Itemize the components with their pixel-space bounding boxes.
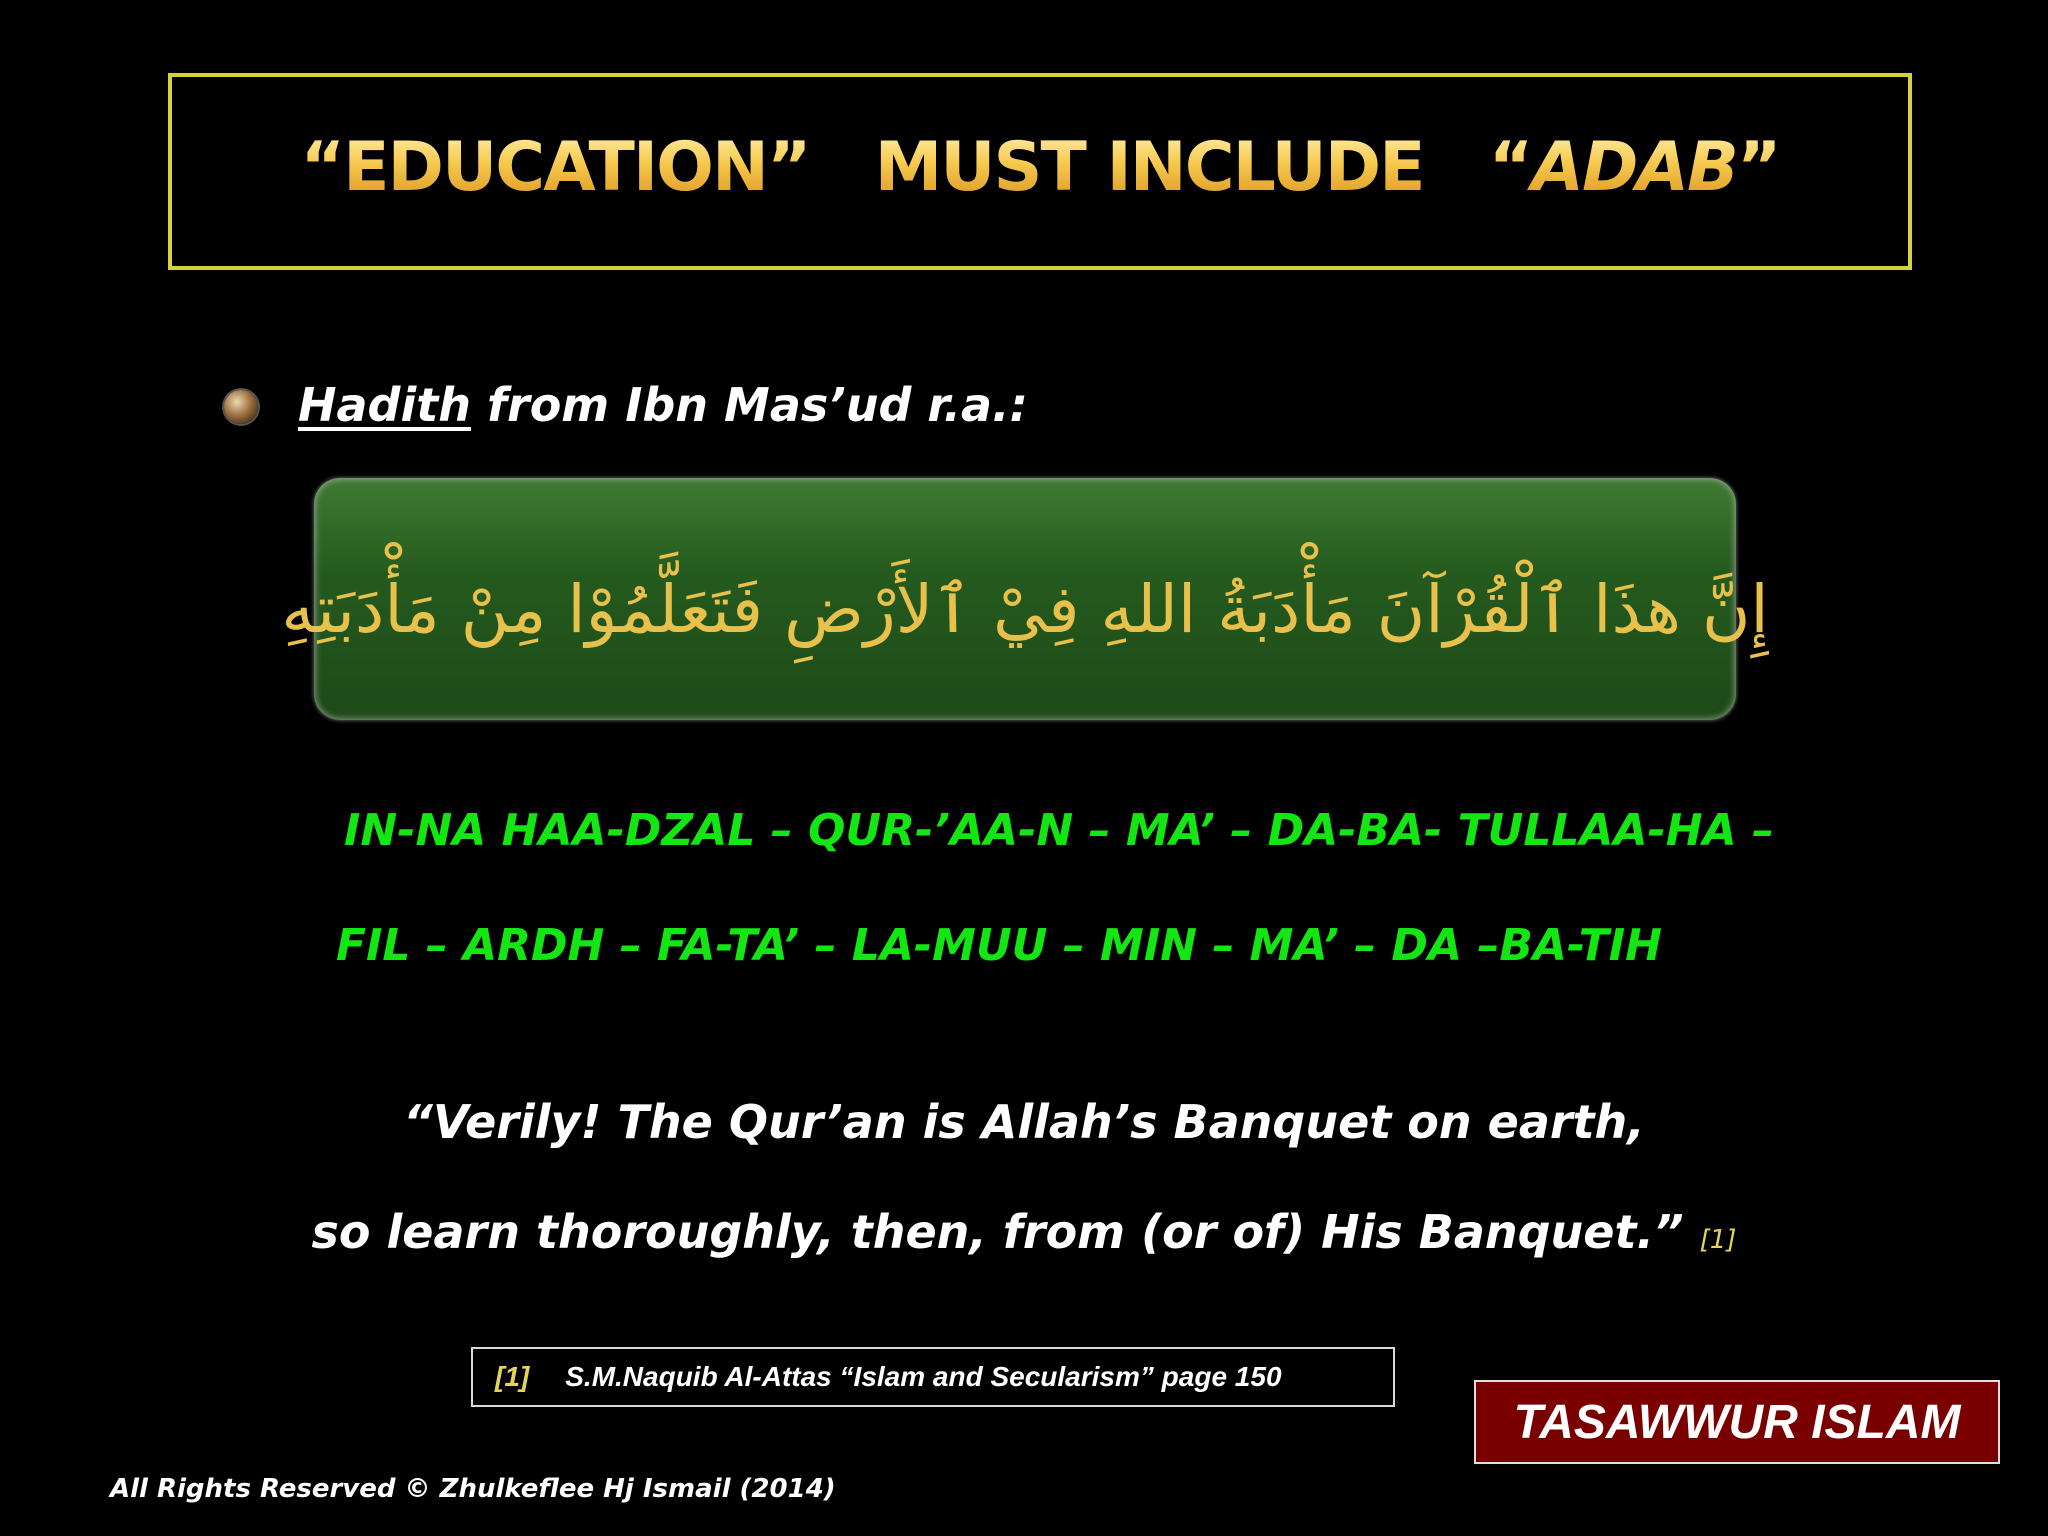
- citation-text: S.M.Naquib Al-Attas “Islam and Secularism” page 150: [565, 1361, 1282, 1392]
- translation-line-1: “Verily! The Qur’an is Allah’s Banquet on earth,: [403, 1095, 1645, 1149]
- slide-title: [300, 128, 1779, 207]
- title-adab: ADAB: [1531, 128, 1737, 207]
- title-close-quote: ”: [1736, 128, 1780, 207]
- transliteration-line-1: IN-NA HAA-DZAL – QUR-’AA-N – MA’ – DA-BA- TULLAA-HA –: [344, 805, 1774, 856]
- translation-line-2-text: so learn thoroughly, then, from (or of) His Banquet.”: [311, 1205, 1684, 1259]
- copyright-notice: All Rights Reserved © Zhulkeflee Hj Ismail (2014): [110, 1474, 836, 1504]
- title-box: [168, 73, 1912, 270]
- brand-badge: TASAWWUR ISLAM: [1474, 1380, 2000, 1464]
- hadith-heading: [298, 378, 1028, 432]
- footnote-reference: [1]: [1699, 1225, 1737, 1255]
- arabic-text: إِنَّ هذَا ٱلْقُرْآنَ مَأْدَبَةُ اللهِ فِيْ ٱلأَرْضِ فَتَعَلَّمُوْا مِنْ مَأْدَبَتِهِ: [281, 570, 1769, 648]
- citation-number: [1]: [495, 1361, 530, 1392]
- transliteration-line-2: FIL – ARDH – FA-TA’ – LA-MUU – MIN – MA’ – DA –BA-TIH: [336, 920, 1662, 971]
- hadith-source: from Ibn Mas’ud r.a.:: [470, 378, 1028, 432]
- title-main: “EDUCATION” MUST INCLUDE “: [300, 128, 1532, 207]
- arabic-panel: [281, 478, 1769, 720]
- translation-line-2: [0, 1205, 2048, 1259]
- hadith-word: Hadith: [298, 378, 471, 432]
- citation-box: [471, 1347, 1395, 1407]
- bullet-icon: [224, 390, 258, 424]
